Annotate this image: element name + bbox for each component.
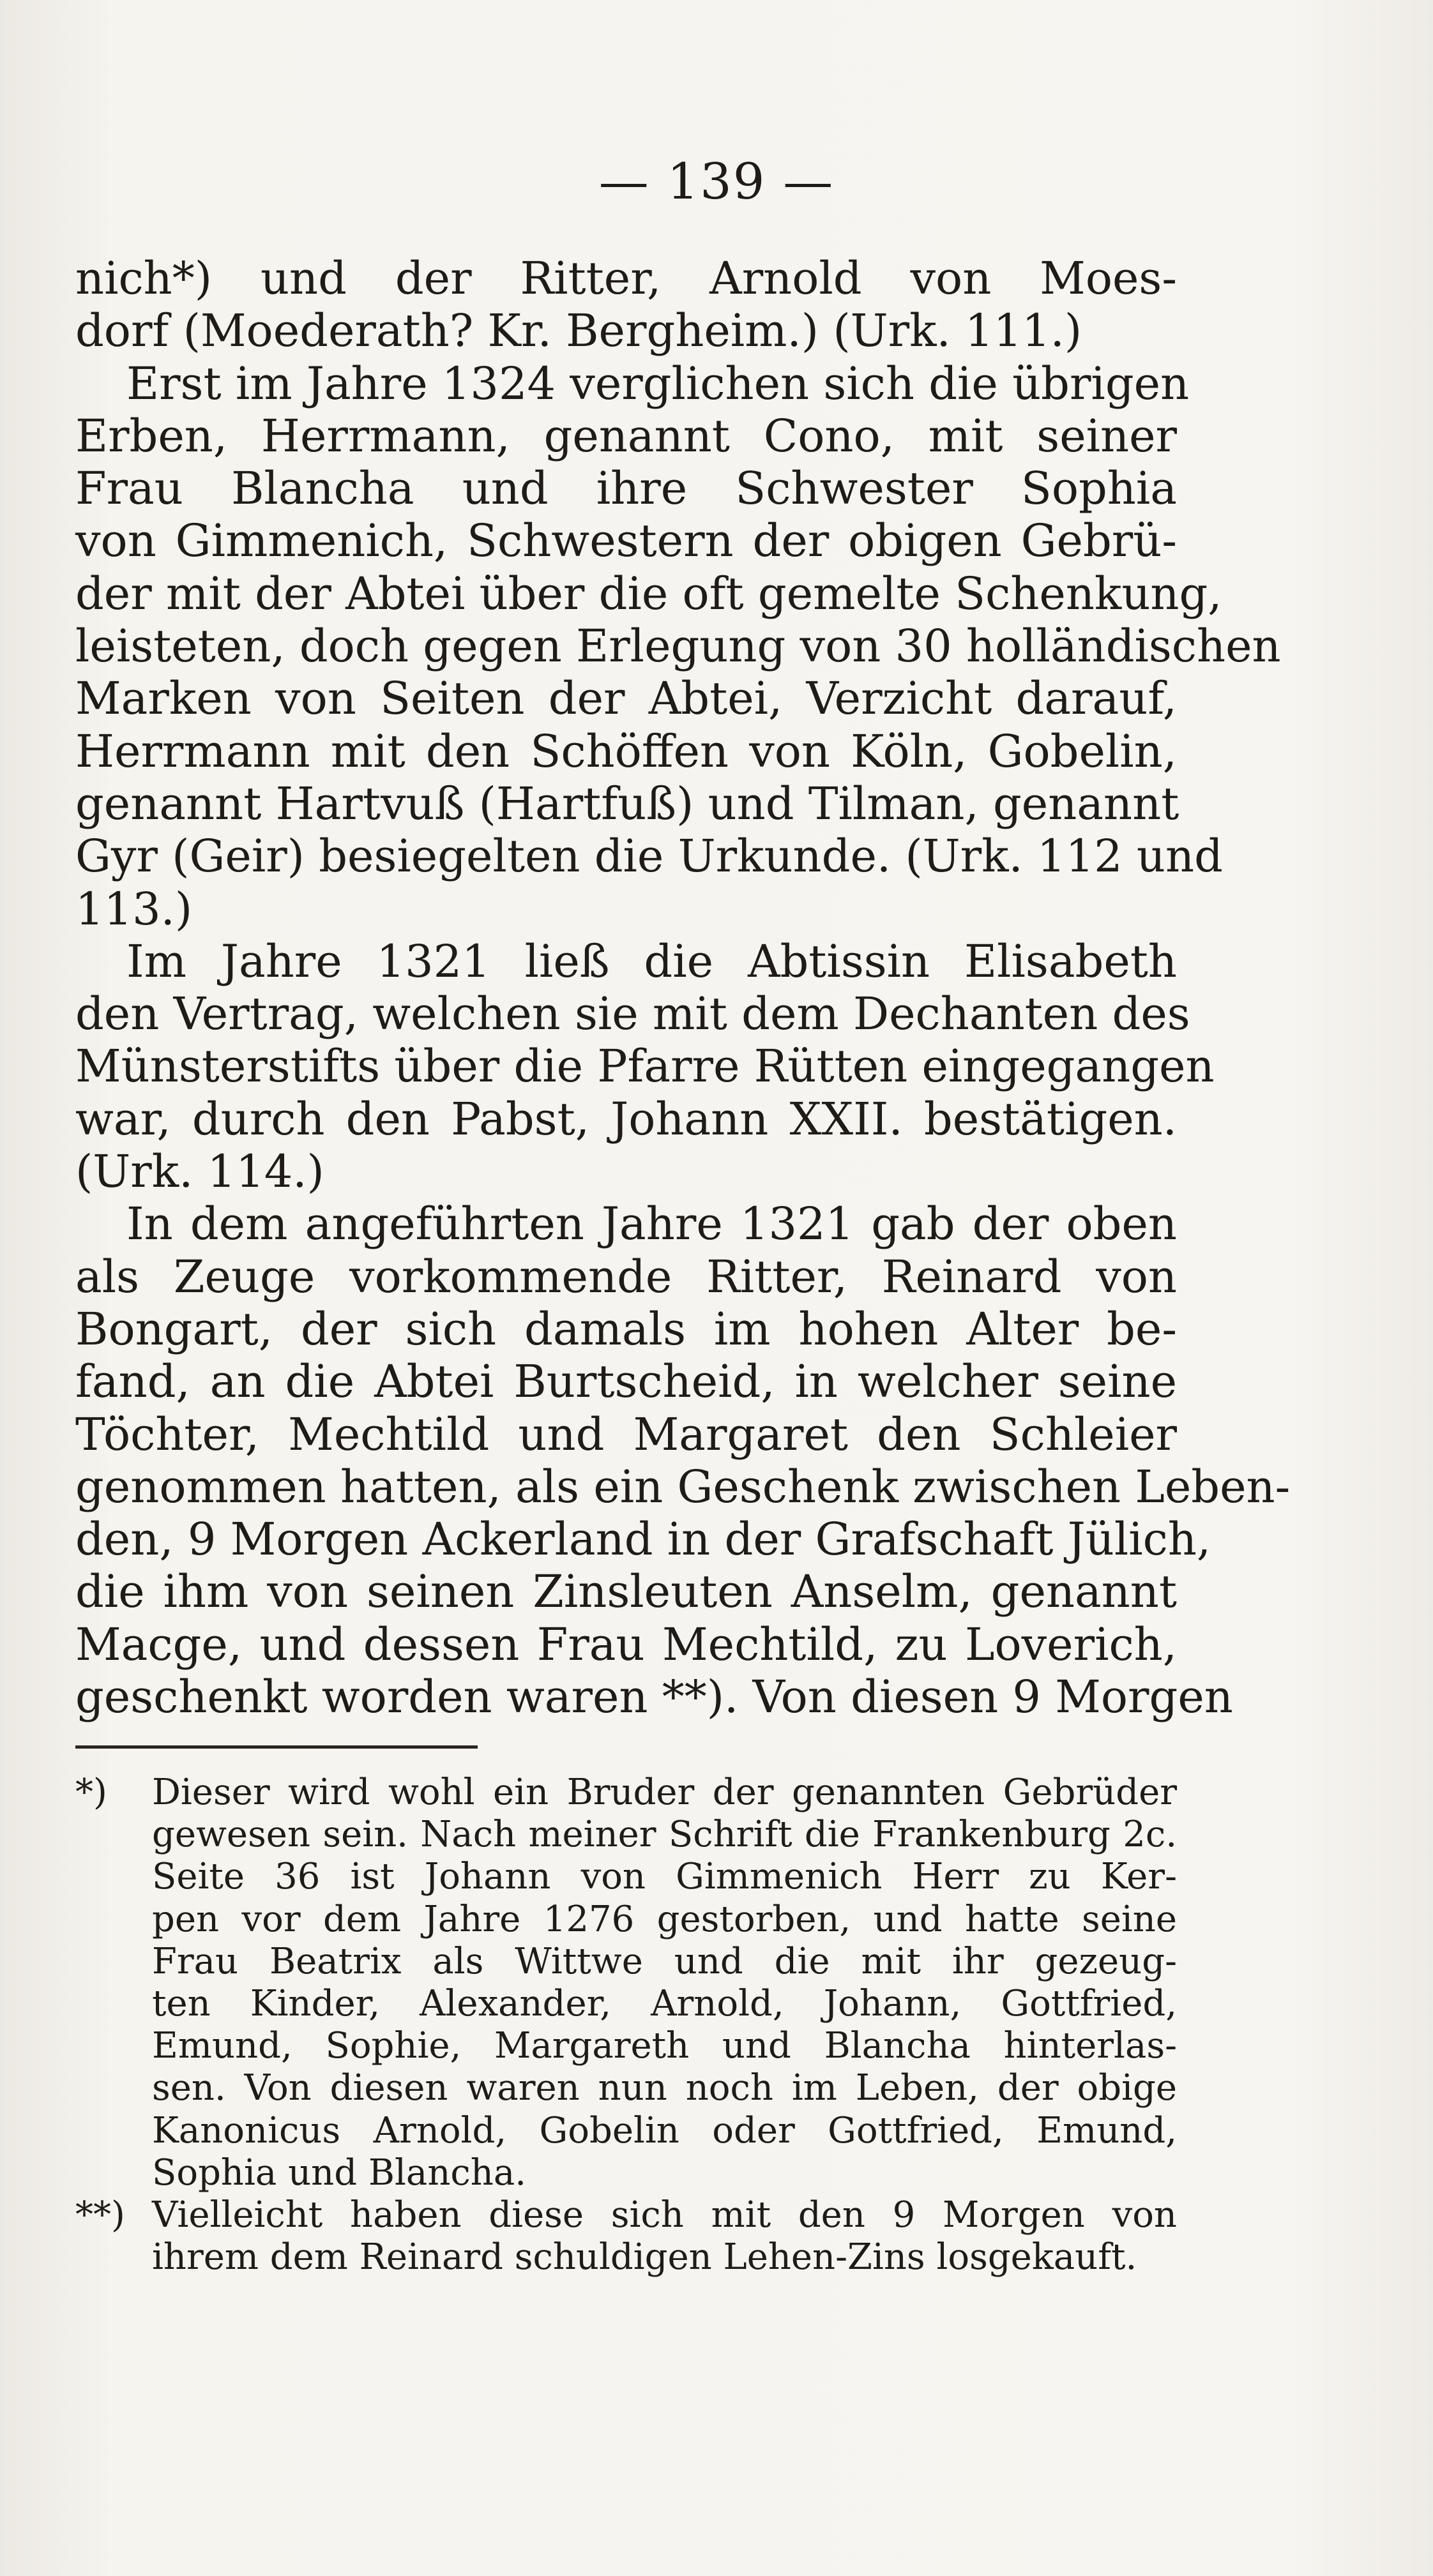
text-line: In dem angeführten Jahre 1321 gab der oben <box>126 1198 1177 1251</box>
text-line: (Urk. 114.) <box>75 1145 324 1198</box>
footnote-text: Emund, Sophie, Margareth und Blancha hinterlas- <box>152 2025 1177 2067</box>
footnotes <box>75 1772 1177 2278</box>
footnote-text: Kanonicus Arnold, Gobelin oder Gottfried, Emund, <box>152 2109 1177 2151</box>
footnote-line <box>75 1899 1177 1941</box>
footnote-line <box>75 2152 1177 2194</box>
footnote-text: Dieser wird wohl ein Bruder der genannten Gebrüder <box>152 1772 1177 1813</box>
footnote-line <box>75 2236 1177 2278</box>
text-line: von Gimmenich, Schwestern der obigen Gebrü- <box>75 515 1177 568</box>
footnote-text: Frau Beatrix als Wittwe und die mit ihr gezeug- <box>152 1940 1177 1982</box>
footnote-text: pen vor dem Jahre 1276 gestorben, und hatte seine <box>152 1898 1177 1940</box>
text-line: geschenkt worden waren **). Von diesen 9 Morgen <box>75 1671 1233 1724</box>
text-line: der mit der Abtei über die oft gemelte Schenkung, <box>75 567 1222 620</box>
text-line: Herrmann mit den Schöffen von Köln, Gobelin, <box>75 725 1177 778</box>
footnote-separator <box>75 1745 478 1749</box>
text-line: 113.) <box>75 882 193 935</box>
text-line: Macge, und dessen Frau Mechtild, zu Loverich, <box>75 1618 1177 1671</box>
text-line: als Zeuge vorkommende Ritter, Reinard von <box>75 1250 1177 1303</box>
footnote-text: Sophia und Blancha. <box>152 2151 527 2194</box>
text-line: Erben, Herrmann, genannt Cono, mit seiner <box>75 409 1177 462</box>
text-line: Gyr (Geir) besiegelten die Urkunde. (Urk. 112 und <box>75 830 1223 883</box>
footnote-text: Vielleicht haben diese sich mit den 9 Morgen von <box>152 2194 1177 2236</box>
text-line: Marken von Seiten der Abtei, Verzicht darauf, <box>75 672 1177 725</box>
footnote-marker: *) <box>75 1772 107 1813</box>
footnote-line <box>75 2025 1177 2067</box>
footnote-line <box>75 1983 1177 2025</box>
footnote-line <box>75 1814 1177 1856</box>
footnote-text: Seite 36 ist Johann von Gimmenich Herr zu Ker- <box>152 1856 1177 1898</box>
footnote-line <box>75 2110 1177 2152</box>
text-line: Bongart, der sich damals im hohen Alter be- <box>75 1302 1177 1355</box>
main-text <box>75 252 1291 1724</box>
text-line: die ihm von seinen Zinsleuten Anselm, genannt <box>75 1565 1177 1618</box>
footnote-text: ihrem dem Reinard schuldigen Lehen-Zins losgekauft. <box>152 2236 1137 2278</box>
text-line: Erst im Jahre 1324 verglichen sich die übrigen <box>126 357 1190 410</box>
text-line: Frau Blancha und ihre Schwester Sophia <box>75 462 1177 515</box>
footnote-text: ten Kinder, Alexander, Arnold, Johann, Gottfried, <box>152 1982 1177 2024</box>
text-line: nich*) und der Ritter, Arnold von Moes- <box>75 252 1177 305</box>
text-line: genommen hatten, als ein Geschenk zwischen Leben- <box>75 1460 1291 1513</box>
text-line: den, 9 Morgen Ackerland in der Grafschaft Jülich, <box>75 1513 1211 1566</box>
footnote-line <box>75 1856 1177 1898</box>
footnote-line <box>75 2067 1177 2109</box>
text-line: Münsterstifts über die Pfarre Rütten eingegangen <box>75 1040 1215 1093</box>
text-line: Im Jahre 1321 ließ die Abtissin Elisabeth <box>126 935 1177 988</box>
footnote-line <box>75 1772 1177 1814</box>
footnote-marker: **) <box>75 2194 125 2236</box>
footnote-line <box>75 2194 1177 2236</box>
text-line: genannt Hartvuß (Hartfuß) und Tilman, genannt <box>75 777 1179 830</box>
footnote-line <box>75 1941 1177 1983</box>
text-line: leisteten, doch gegen Erlegung von 30 holländischen <box>75 620 1281 673</box>
page-number: — 139 — <box>598 153 835 211</box>
footnote-text: sen. Von diesen waren nun noch im Leben, der obige <box>152 2067 1177 2109</box>
footnote-text: gewesen sein. Nach meiner Schrift die Frankenburg 2c. <box>152 1814 1177 1856</box>
text-line: den Vertrag, welchen sie mit dem Dechanten des <box>75 988 1190 1041</box>
text-line: war, durch den Pabst, Johann XXII. bestätigen. <box>75 1092 1177 1145</box>
text-line: Töchter, Mechtild und Margaret den Schleier <box>75 1408 1177 1461</box>
text-line: dorf (Moederath? Kr. Bergheim.) (Urk. 111.) <box>75 305 1082 358</box>
text-line: fand, an die Abtei Burtscheid, in welcher seine <box>75 1355 1177 1408</box>
